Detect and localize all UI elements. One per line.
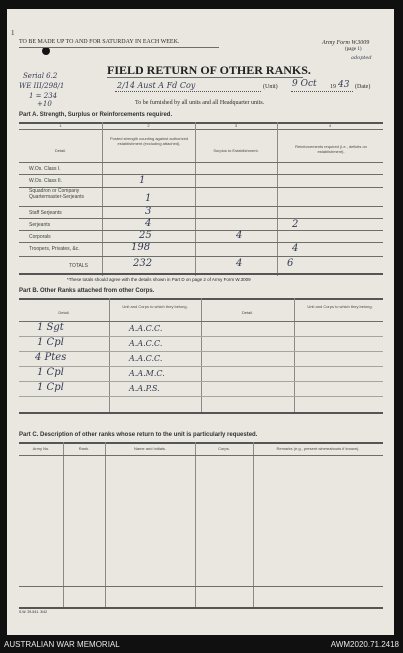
part-b-detail-4: 1 Cpl bbox=[37, 367, 64, 378]
margin-note-serial: Serial 6.2 bbox=[23, 72, 58, 80]
margin-note-we: WE III/298/1 bbox=[19, 82, 65, 90]
part-a-header-reinf: Reinforcements required (i.e., deficits on establishment). bbox=[295, 144, 367, 154]
unit-label: (Unit) bbox=[263, 84, 278, 90]
part-a-col-num-3: 3 bbox=[234, 123, 238, 128]
part-b-header-detail-1: Detail. bbox=[58, 310, 70, 315]
date-label: (Date) bbox=[355, 84, 371, 90]
punch-hole bbox=[42, 47, 50, 55]
furnished-note: To be furnished by all units and all Headquarter units. bbox=[135, 100, 265, 106]
part-b-unit-4: A.A.M.C. bbox=[129, 369, 165, 378]
form-number: Army Form W.3009 bbox=[322, 40, 370, 46]
archive-footer bbox=[0, 635, 403, 653]
part-a-header-posted: Posted strength counting against authorized establishment (excluding attached). bbox=[109, 136, 189, 146]
part-b-detail-3: 4 Ptes bbox=[35, 352, 67, 363]
part-c-header-army-no: Army No. bbox=[32, 446, 50, 451]
row-posted-woc2: 1 bbox=[139, 175, 146, 186]
row-posted-cqms: 1 bbox=[145, 193, 152, 204]
date-year-prefix: 19 bbox=[330, 84, 336, 90]
form-sheet bbox=[7, 9, 394, 635]
form-page: (page 1) bbox=[345, 47, 362, 52]
part-b-detail-2: 1 Cpl bbox=[37, 337, 64, 348]
part-a-header-surplus: Surplus to Establishment. bbox=[213, 148, 259, 153]
row-detail-woc1: W.Os. Class I. bbox=[29, 166, 61, 172]
part-a-col-num-1: 1 bbox=[59, 123, 62, 128]
totals-reinf: 6 bbox=[287, 258, 294, 269]
row-detail-ptes: Troopers, Privates, &c. bbox=[29, 246, 80, 252]
part-c-title: Part C. Description of other ranks whose return to the unit is particularly requested. bbox=[19, 432, 258, 438]
footer-right: AWM2020.71.2418 bbox=[330, 640, 399, 649]
totals-surplus: 4 bbox=[236, 258, 243, 269]
totals-posted: 232 bbox=[133, 258, 153, 269]
part-b-unit-5: A.A.P.S. bbox=[129, 384, 160, 393]
part-c-header-rank: Rank. bbox=[78, 446, 90, 451]
part-c-header-remarks: Remarks (e.g., present whereabouts if known). bbox=[276, 446, 360, 451]
row-detail-cpls: Corporals bbox=[29, 234, 51, 240]
part-c-header-name: Name and Initials. bbox=[133, 446, 166, 451]
row-posted-sgts: 4 bbox=[145, 218, 152, 229]
part-a-footnote: *These totals should agree with the details shown in Part D on page 2 of Army Form W.3009 bbox=[67, 277, 251, 282]
margin-note-plus: +10 bbox=[37, 100, 52, 108]
row-surplus-cpls: 4 bbox=[236, 230, 243, 241]
part-b-header-unit-1: Unit and Corps to which they belong. bbox=[122, 304, 188, 309]
part-b-title: Part B. Other Ranks attached from other Corps. bbox=[19, 288, 155, 294]
form-title: FIELD RETURN OF OTHER RANKS. bbox=[107, 63, 311, 77]
date-year: 43 bbox=[338, 80, 350, 90]
row-detail-cqms: Squadron or Company Quartermaster-Serjeants bbox=[29, 188, 85, 200]
margin-note-total: 1 = 234 bbox=[29, 92, 58, 100]
part-b-header-detail-2: Detail. bbox=[241, 310, 254, 315]
page-mark: 1 bbox=[11, 29, 15, 37]
part-b-unit-2: A.A.C.C. bbox=[129, 339, 163, 348]
row-posted-cpls: 25 bbox=[139, 230, 152, 241]
row-posted-staff-sgts: 3 bbox=[145, 206, 152, 217]
unit-entry: 2/14 Aust A Fd Coy bbox=[117, 81, 196, 90]
part-a-col-num-4: 4 bbox=[328, 123, 332, 128]
row-reinf-sgts: 2 bbox=[292, 219, 299, 230]
part-a-header-detail: Detail. bbox=[54, 148, 67, 153]
totals-label: TOTALS bbox=[69, 263, 88, 269]
part-a-title: Part A. Strength, Surplus or Reinforcements required. bbox=[19, 112, 173, 118]
part-b-unit-1: A.A.C.C. bbox=[129, 324, 163, 333]
instruction: TO BE MADE UP TO AND FOR SATURDAY IN EACH WEEK. bbox=[19, 39, 180, 45]
row-reinf-ptes: 4 bbox=[292, 243, 299, 254]
part-b-unit-3: A.A.C.C. bbox=[129, 354, 163, 363]
part-c-header-corps: Corps. bbox=[218, 446, 230, 451]
part-b-detail-1: 1 Sgt bbox=[37, 322, 64, 333]
row-posted-ptes: 198 bbox=[131, 242, 151, 253]
row-detail-sgts: Serjeants bbox=[29, 222, 51, 228]
part-b-detail-5: 1 Cpl bbox=[37, 382, 64, 393]
part-b-header-unit-2: Unit and Corps to which they belong. bbox=[307, 304, 373, 309]
part-a-col-num-2: 2 bbox=[147, 123, 150, 128]
footer-left: AUSTRALIAN WAR MEMORIAL bbox=[4, 640, 120, 649]
row-detail-woc2: W.Os. Class II. bbox=[29, 178, 63, 184]
adopted-note: adopted bbox=[351, 55, 372, 61]
row-detail-staff-sgts: Staff Serjeants bbox=[29, 210, 62, 216]
date-day: 9 Oct bbox=[292, 79, 317, 89]
print-code: S.W. 29-541. 3/42 bbox=[19, 610, 48, 614]
